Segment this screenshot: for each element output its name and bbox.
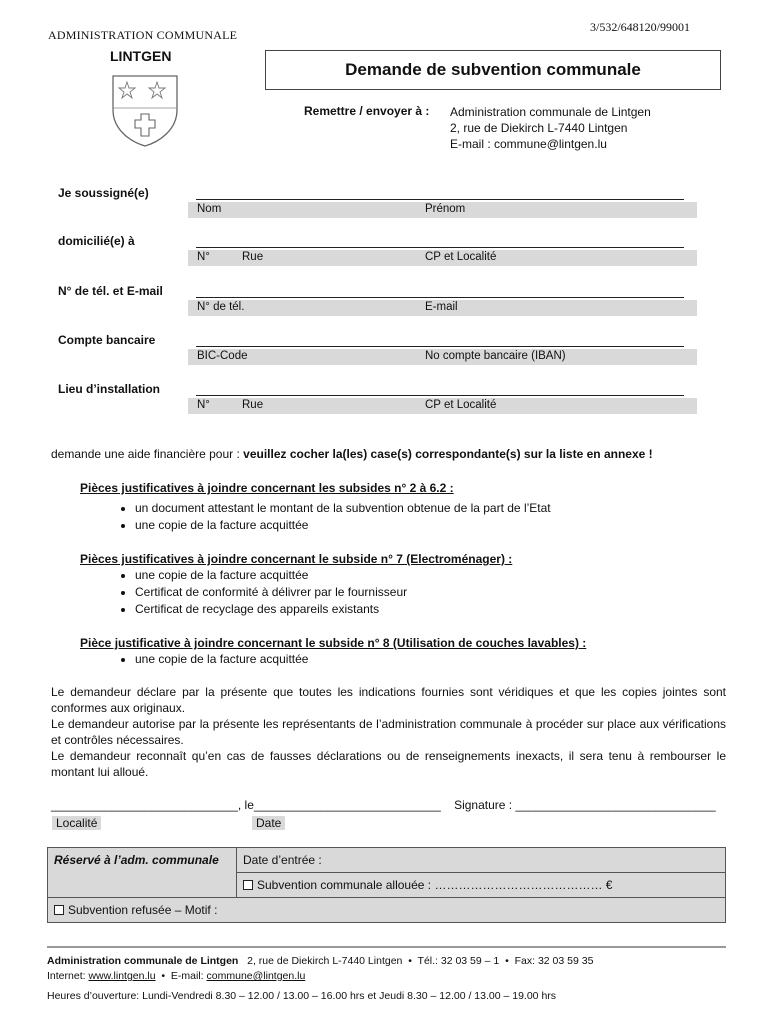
field-caption-name: Nom Prénom xyxy=(188,202,697,218)
field-input-phone-email[interactable] xyxy=(196,297,684,298)
list-item: • un document attestant le montant de la subvention obtenue de la part de l’Etat xyxy=(135,500,551,517)
field-input-bank[interactable] xyxy=(196,346,684,347)
form-title: Demande de subvention communale xyxy=(265,50,721,90)
footer-contact: Internet: www.lintgen.lu • E-mail: commune@lintgen.lu xyxy=(47,970,306,982)
date-label: Date xyxy=(252,816,285,830)
field-caption-address: N° Rue CP et Localité xyxy=(188,250,697,266)
signature-line[interactable]: ____________________________, le____________________________ Signature : ______________________________ xyxy=(51,798,716,812)
date-entree: Date d’entrée : xyxy=(237,848,726,873)
subvention-refusee[interactable]: Subvention refusée – Motif : xyxy=(48,898,726,923)
reserved-label: Réservé à l’adm. communale xyxy=(48,848,237,898)
field-caption-phone-email: N° de tél. E-mail xyxy=(188,300,697,316)
field-caption-installation: N° Rue CP et Localité xyxy=(188,398,697,414)
field-input-address[interactable] xyxy=(196,247,684,248)
field-label-installation: Lieu d’installation xyxy=(58,382,161,396)
declaration-paragraph: Le demandeur reconnaît qu’en cas de fausses déclarations ou de renseignements inexacts, il sera tenu à rembourser le montant lui alloué. xyxy=(51,749,726,779)
remit-line: E-mail : commune@lintgen.lu xyxy=(450,137,607,151)
section-list xyxy=(115,500,551,534)
website-link[interactable]: www.lintgen.lu xyxy=(88,970,156,982)
section-list xyxy=(115,567,407,618)
checkbox-icon[interactable] xyxy=(243,880,253,890)
field-label-name: Je soussigné(e) xyxy=(58,186,149,200)
admin-reserved-box xyxy=(47,847,726,923)
coat-of-arms-icon xyxy=(107,72,183,148)
list-item: • Certificat de recyclage des appareils existants xyxy=(135,601,407,618)
checkbox-icon[interactable] xyxy=(54,905,64,915)
remit-line: Administration communale de Lintgen xyxy=(450,105,651,119)
request-line: demande une aide financière pour : veuillez cocher la(les) case(s) correspondante(s) sur la liste en annexe ! xyxy=(51,447,653,461)
localite-label: Localité xyxy=(52,816,101,830)
footer-address: Administration communale de Lintgen 2, rue de Diekirch L-7440 Lintgen • Tél.: 32 03 59 – 1 • Fax: 32 03 59 35 xyxy=(47,955,594,967)
declarations xyxy=(51,684,726,780)
list-item: • une copie de la facture acquittée xyxy=(135,651,308,668)
declaration-paragraph: Le demandeur autorise par la présente les représentants de l’administration communale à procéder sur place aux vérifications et contrôles nécessaires. xyxy=(51,717,726,747)
reference-number: 3/532/648120/99001 xyxy=(590,20,691,34)
list-item: • une copie de la facture acquittée xyxy=(135,517,551,534)
section-heading: Pièces justificatives à joindre concernant le subside n° 7 (Electroménager) : xyxy=(80,552,513,566)
section-heading: Pièce justificative à joindre concernant le subside n° 8 (Utilisation de couches lavables) : xyxy=(80,636,587,650)
field-input-name[interactable] xyxy=(196,199,684,200)
field-label-bank: Compte bancaire xyxy=(58,333,156,347)
subvention-allouee[interactable]: Subvention communale allouée : …………………………………… € xyxy=(237,873,726,898)
field-input-installation[interactable] xyxy=(196,395,684,396)
remit-label: Remettre / envoyer à : xyxy=(304,104,430,118)
list-item: • Certificat de conformité à délivrer par le fournisseur xyxy=(135,584,407,601)
section-heading: Pièces justificatives à joindre concernant les subsides n° 2 à 6.2 : xyxy=(80,481,454,495)
footer-divider xyxy=(47,946,726,948)
remit-address xyxy=(450,104,651,152)
field-label-phone-email: N° de tél. et E-mail xyxy=(58,284,163,298)
email-link[interactable]: commune@lintgen.lu xyxy=(206,970,306,982)
admin-title: ADMINISTRATION COMMUNALE xyxy=(48,28,238,42)
field-label-address: domicilié(e) à xyxy=(58,234,135,248)
footer-hours: Heures d’ouverture: Lundi-Vendredi 8.30 – 12.00 / 13.00 – 16.00 hrs et Jeudi 8.30 – 12.00 / 13.00 – 19.00 hrs xyxy=(47,990,557,1002)
list-item: • une copie de la facture acquittée xyxy=(135,567,407,584)
remit-line: 2, rue de Diekirch L-7440 Lintgen xyxy=(450,121,628,135)
section-list xyxy=(115,651,308,668)
town-name: LINTGEN xyxy=(110,48,172,64)
field-caption-bank: BIC-Code No compte bancaire (IBAN) xyxy=(188,349,697,365)
declaration-paragraph: Le demandeur déclare par la présente que toutes les indications fournies sont véridiques et que les copies jointes sont conformes aux originaux. xyxy=(51,685,726,715)
